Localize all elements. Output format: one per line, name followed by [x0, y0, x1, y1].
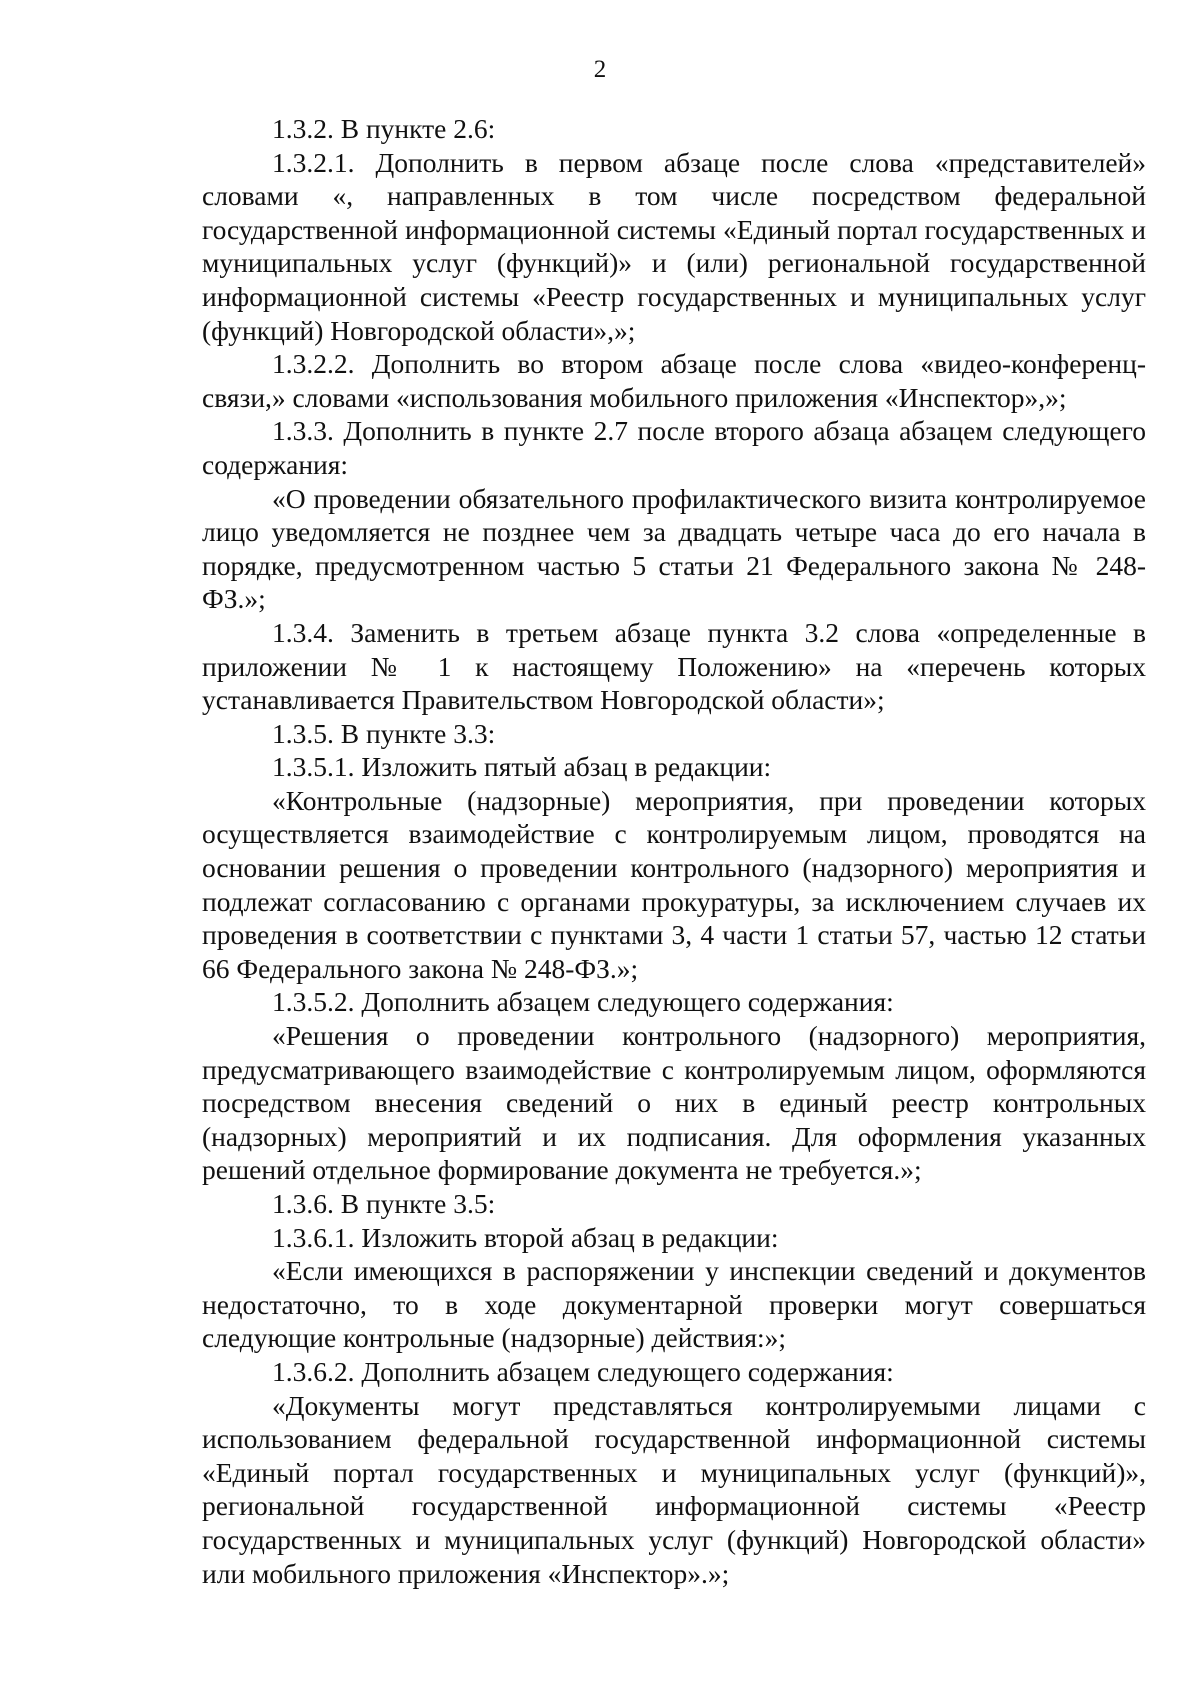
paragraph-quote-documentary-check: «Если имеющихся в распоряжении у инспекции сведений и документов недостаточно, то в ходе документарной проверки могут совершаться следующие контрольные (надзорные) действия:»;	[202, 1255, 1146, 1354]
paragraph-1-3-2-2: 1.3.2.2. Дополнить во втором абзаце после слова «видео-конференц-связи,» словами «использования мобильного приложения «Инспектор»,»;	[202, 348, 1146, 413]
paragraph-quote-documents: «Документы могут представляться контролируемыми лицами с использованием федеральной государственной информационной системы «Единый портал государственных и муниципальных услуг (функций)», региональной государственной информационной системы «Реестр государственных и муниципальных услуг (функций) Новгородской области» или мобильного приложения «Инспектор».»;	[202, 1389, 1146, 1589]
paragraph-quote-visit: «О проведении обязательного профилактического визита контролируемое лицо уведомляется не позднее чем за двадцать четыре часа до его начала в порядке, предусмотренном частью 5 статьи 21 Федерального закона № 248-ФЗ.»;	[202, 482, 1146, 615]
paragraph-1-3-5-1: 1.3.5.1. Изложить пятый абзац в редакции:	[272, 751, 772, 783]
paragraph-1-3-6-1: 1.3.6.1. Изложить второй абзац в редакции:	[272, 1221, 779, 1253]
paragraph-1-3-2: 1.3.2. В пункте 2.6:	[272, 113, 496, 144]
page-number: 2	[593, 56, 607, 83]
paragraph-1-3-2-1: 1.3.2.1. Дополнить в первом абзаце после слова «представителей» словами «, направленных в том числе посредством федеральной государственной информационной системы «Единый портал государственных и муниципальных услуг (функций)» и (или) региональной государственной информационной системы «Реестр государственных и муниципальных услуг (функций) Новгородской области»,»;	[202, 146, 1146, 346]
paragraph-1-3-5: 1.3.5. В пункте 3.3:	[272, 717, 496, 749]
paragraph-1-3-6: 1.3.6. В пункте 3.5:	[272, 1188, 496, 1219]
paragraph-quote-control-measures: «Контрольные (надзорные) мероприятия, при проведении которых осуществляется взаимодействие с контролируемым лицом, проводятся на основании решения о проведении контрольного (надзорного) мероприятия и подлежат согласованию с органами прокуратуры, за исключением случаев их проведения в соответствии с пунктами 3, 4 части 1 статьи 57, частью 12 статьи 66 Федерального закона № 248-ФЗ.»;	[202, 784, 1146, 984]
paragraph-1-3-6-2: 1.3.6.2. Дополнить абзацем следующего содержания:	[272, 1355, 894, 1387]
paragraph-1-3-3: 1.3.3. Дополнить в пункте 2.7 после второго абзаца абзацем следующего содержания:	[202, 415, 1146, 480]
paragraph-quote-decisions: «Решения о проведении контрольного (надзорного) мероприятия, предусматривающего взаимодействие с контролируемым лицом, оформляются посредством внесения сведений о них в единый реестр контрольных (надзорных) мероприятий и их подписания. Для оформления указанных решений отдельное формирование документа не требуется.»;	[202, 1020, 1146, 1186]
paragraph-1-3-4: 1.3.4. Заменить в третьем абзаце пункта 3.2 слова «определенные в приложении № 1 к настоящему Положению» на «перечень которых устанавливается Правительством Новгородской области»;	[202, 616, 1146, 716]
document-body	[202, 112, 1146, 1590]
paragraph-1-3-5-2: 1.3.5.2. Дополнить абзацем следующего содержания:	[272, 986, 894, 1018]
